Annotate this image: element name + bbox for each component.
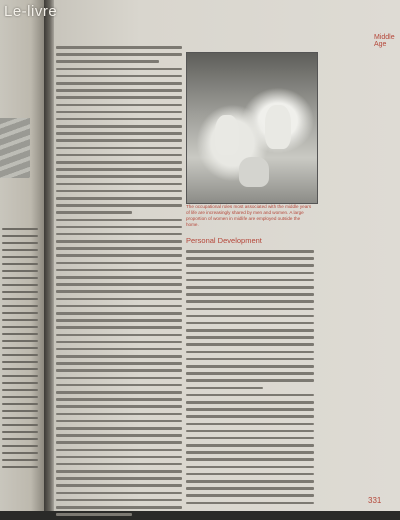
left-page-photo-fragment bbox=[0, 118, 30, 178]
section-heading: Personal Development bbox=[186, 236, 262, 245]
page-number: 331 bbox=[368, 496, 382, 505]
watermark: Le-livre bbox=[4, 3, 58, 20]
running-head: Middle Age bbox=[374, 34, 395, 48]
left-column-body-text bbox=[56, 46, 182, 520]
figure-photo bbox=[186, 52, 318, 204]
figure-caption: The occupational roles most associated with the middle years of life are increasingly shared by men and women. A large proportion of women in midlife are employed outside the home. bbox=[186, 204, 312, 227]
book-page bbox=[54, 0, 400, 511]
left-page-edge bbox=[0, 0, 44, 511]
right-column-body-text bbox=[186, 250, 314, 509]
book-gutter bbox=[44, 0, 54, 511]
left-page-text-fragment bbox=[2, 228, 38, 473]
